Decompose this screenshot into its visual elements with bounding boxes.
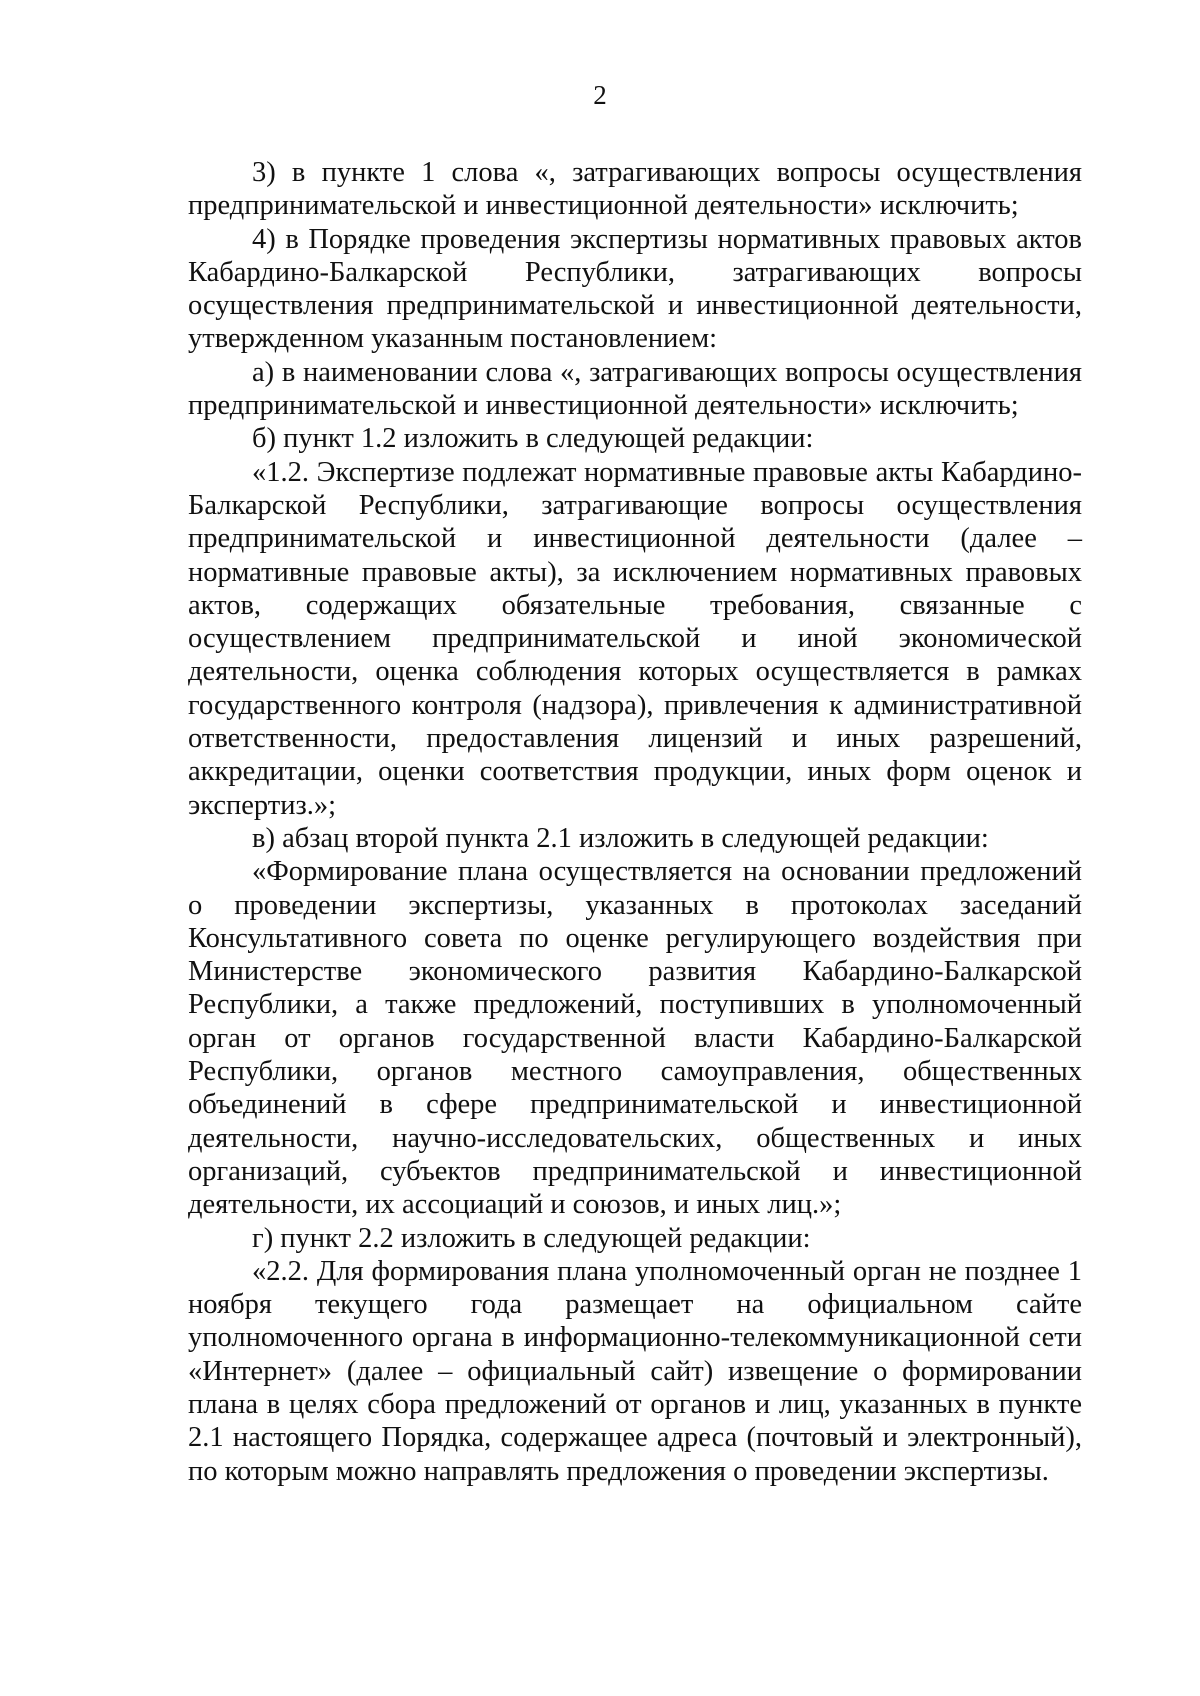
paragraph-item-4: 4) в Порядке проведения экспертизы нормативных правовых актов Кабардино-Балкарской Республики, затрагивающих вопросы осуществления предпринимательской и инвестиционной деятельности, утвержденном указанным постановлением:: [188, 223, 1082, 355]
paragraph-subitem-g: г) пункт 2.2 изложить в следующей редакции:: [252, 1222, 811, 1254]
paragraph-clause-1-2: «1.2. Экспертизе подлежат нормативные правовые акты Кабардино-Балкарской Республики, затрагивающие вопросы осуществления предпринимательской и инвестиционной деятельности (далее – нормативные правовые акты), за исключением нормативных правовых актов, содержащих обязательные требования, связанные с осуществлением предпринимательской и иной экономической деятельности, оценка соблюдения которых осуществляется в рамках государственного контроля (надзора), привлечения к административной ответственности, предоставления лицензий и иных разрешений, аккредитации, оценки соответствия продукции, иных форм оценок и экспертиз.»;: [188, 456, 1082, 821]
page-number: 2: [593, 80, 607, 110]
document-body: [188, 156, 1082, 1488]
paragraph-item-3: 3) в пункте 1 слова «, затрагивающих вопросы осуществления предпринимательской и инвестиционной деятельности» исключить;: [188, 157, 1082, 222]
paragraph-subitem-v: в) абзац второй пункта 2.1 изложить в следующей редакции:: [252, 822, 989, 854]
paragraph-clause-2-1: «Формирование плана осуществляется на основании предложений о проведении экспертизы, указанных в протоколах заседаний Консультативного совета по оценке регулирующего воздействия при Министерстве экономического развития Кабардино-Балкарской Республики, а также предложений, поступивших в уполномоченный орган от органов государственной власти Кабардино-Балкарской Республики, органов местного самоуправления, общественных объединений в сфере предпринимательской и инвестиционной деятельности, научно-исследовательских, общественных и иных организаций, субъектов предпринимательской и инвестиционной деятельности, их ассоциаций и союзов, и иных лиц.»;: [188, 856, 1082, 1221]
paragraph-subitem-a: а) в наименовании слова «, затрагивающих вопросы осуществления предпринимательской и инвестиционной деятельности» исключить;: [188, 356, 1082, 422]
paragraph-subitem-b: б) пункт 1.2 изложить в следующей редакции:: [252, 423, 814, 455]
paragraph-clause-2-2: «2.2. Для формирования плана уполномоченный орган не позднее 1 ноября текущего года размещает на официальном сайте уполномоченного органа в информационно-телекоммуникационной сети «Интернет» (далее – официальный сайт) извещение о формировании плана в целях сбора предложений от органов и лиц, указанных в пункте 2.1 настоящего Порядка, содержащее адреса (почтовый и электронный), по которым можно направлять предложения о проведении экспертизы.: [188, 1255, 1082, 1487]
